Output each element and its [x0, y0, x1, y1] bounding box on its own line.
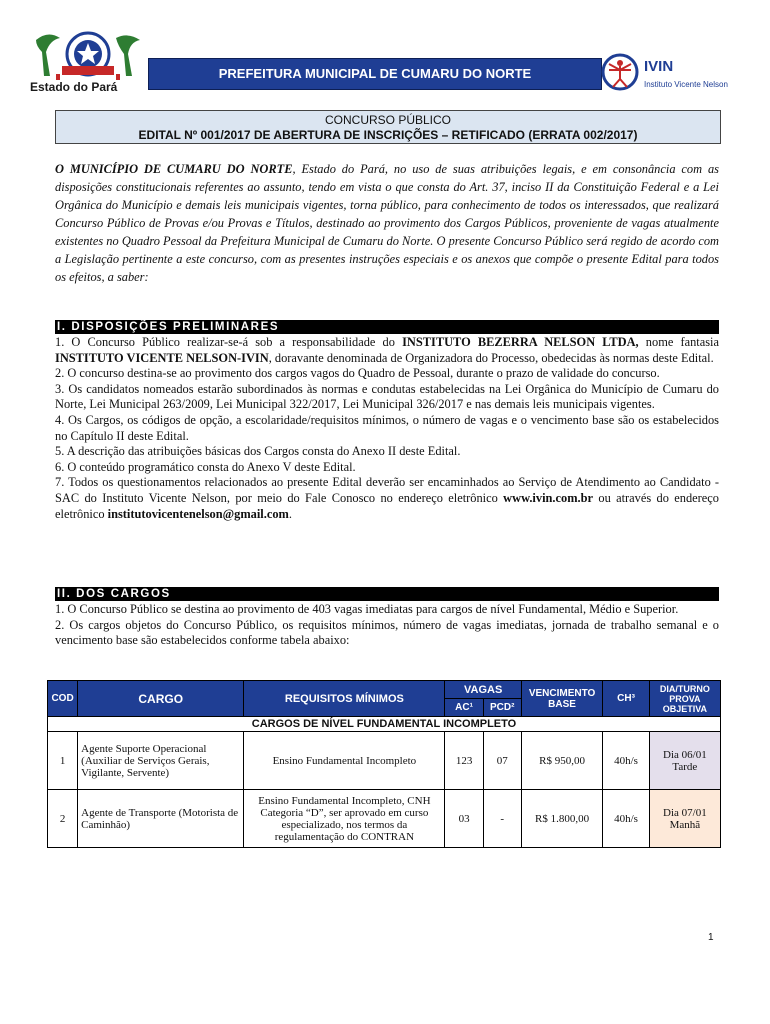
- table-row: [48, 790, 721, 848]
- table-row: [48, 732, 721, 790]
- page-header: [0, 0, 770, 105]
- col-dia-turno: DIA/TURNO PROVA OBJETIVA: [649, 681, 720, 717]
- section-1-item-6: 6. O conteúdo programático consta do Anexo V deste Edital.: [55, 459, 356, 474]
- cell-cod: 1: [48, 732, 78, 790]
- edital-title-box: [55, 110, 721, 144]
- col-cod: COD: [48, 681, 78, 717]
- col-ac: AC¹: [445, 699, 483, 717]
- state-name: Estado do Pará: [30, 80, 118, 94]
- ivin-name: IVIN: [644, 58, 674, 75]
- cell-dia-turno: Dia 06/01 Tarde: [649, 732, 720, 790]
- section-1-item-3: 3. Os candidatos nomeados estarão subordinados às normas e condutas estabelecidas na Lei Orgânica do Município de Cumaru do Norte, Lei Municipal 263/2009, Lei Municipal 322/2017, Lei Municipal 326/2017 e nas demais leis municipais vigentes.: [55, 381, 719, 412]
- ivin-email-link[interactable]: institutovicentenelson@gmail.com: [107, 506, 289, 521]
- table-group-heading: CARGOS DE NÍVEL FUNDAMENTAL INCOMPLETO: [48, 717, 721, 732]
- vitruvian-icon: [600, 52, 640, 92]
- section-1-item-1: 1. O Concurso Público realizar-se-á sob a responsabilidade do INSTITUTO BEZERRA NELSON LTDA, nome fantasia INSTITUTO VICENTE NELSON-IVIN, doravante denominada de Organizadora do Processo, obedecidas às normas deste Edital.: [55, 335, 719, 365]
- col-vagas: VAGAS: [445, 681, 521, 699]
- col-ch: CH³: [603, 681, 649, 717]
- ivin-website-link[interactable]: www.ivin.com.br: [503, 490, 594, 505]
- title-line-1: CONCURSO PÚBLICO: [324, 113, 452, 127]
- ivin-logo: [598, 50, 728, 98]
- section-1-item-2: 2. O concurso destina-se ao provimento dos cargos vagos do Quadro de Pessoal, durante o prazo de validade do concurso.: [55, 366, 660, 381]
- section-1-item-7: 7. Todos os questionamentos relacionados ao presente Edital deverão ser encaminhados ao Serviço de Atendimento ao Candidato - SAC do Instituto Vicente Nelson, por meio do Fale Conosco no endereço eletrônico www.ivin.com.br ou através do endereço eletrônico institutovicentenelson@gmail.com.: [55, 475, 720, 521]
- cell-requisitos: Ensino Fundamental Incompleto, CNH Categoria “D”, ser aprovado em curso especializado, nos termos da regulamentação do CONTRAN: [244, 790, 445, 848]
- page-number: 1: [708, 932, 714, 943]
- intro-lead: O MUNICÍPIO DE CUMARU DO NORTE: [55, 162, 293, 176]
- title-line-2: EDITAL Nº 001/2017 DE ABERTURA DE INSCRIÇÕES – RETIFICADO (ERRATA 002/2017): [138, 128, 638, 142]
- cell-dia-turno: Dia 07/01 Manhã: [649, 790, 720, 848]
- section-1-body: [55, 335, 719, 522]
- col-pcd: PCD²: [483, 699, 521, 717]
- col-vencimento: VENCIMENTO BASE: [521, 681, 603, 717]
- section-1-heading: I. DISPOSIÇÕES PRELIMINARES: [55, 320, 719, 334]
- cell-cargo: Agente de Transporte (Motorista de Caminhão): [78, 790, 244, 848]
- section-2-item-1: 1. O Concurso Público se destina ao provimento de 403 vagas imediatas para cargos de nível Fundamental, Médio e Superior.: [55, 602, 679, 616]
- cell-vencimento: R$ 1.800,00: [521, 790, 603, 848]
- col-cargo: CARGO: [78, 681, 244, 717]
- intro-text: , Estado do Pará, no uso de suas atribuições legais, e em consonância com as disposições constitucionais referentes ao assunto, tendo em vista o que consta do Art. 37, inciso II da Constituição Federal e a Lei Orgânica do Município e demais leis municipais vigentes, torna público, para conhecimento de todos os interessados, que realizará Concurso Público de Provas e/ou Provas e Títulos, destinado ao provimento dos Cargos Públicos, proveniente de vagas atualmente existentes no Quadro Pessoal da Prefeitura Municipal de Cumaru do Norte. O presente Concurso Público será regido de acordo com a Legislação pertinente a este concurso, com as presentes instruções especiais e os anexos que compõe o presente Edital para todos os efeitos, a saber:: [55, 162, 719, 284]
- cell-ac: 123: [445, 732, 483, 790]
- cumaru-seal-icon: [28, 30, 148, 82]
- cell-ac: 03: [445, 790, 483, 848]
- section-2-item-2: 2. Os cargos objetos do Concurso Público, os requisitos mínimos, número de vagas imediatas, jornada de trabalho semanal e o vencimento base são estabelecidos conforme tabela abaixo:: [55, 617, 719, 648]
- cell-cod: 2: [48, 790, 78, 848]
- col-requisitos: REQUISITOS MÍNIMOS: [244, 681, 445, 717]
- section-1-item-5: 5. A descrição das atribuições básicas dos Cargos consta do Anexo II deste Edital.: [55, 444, 461, 459]
- section-1-item-4: 4. Os Cargos, os códigos de opção, a escolaridade/requisitos mínimos, o número de vagas e o vencimento base são os estabelecidos no Capítulo II deste Edital.: [55, 412, 719, 443]
- cell-requisitos: Ensino Fundamental Incompleto: [244, 732, 445, 790]
- ivin-subtitle: Instituto Vicente Nelson: [644, 80, 728, 89]
- state-logo: [28, 30, 148, 100]
- cell-pcd: 07: [483, 732, 521, 790]
- cell-cargo: Agente Suporte Operacional (Auxiliar de Serviços Gerais, Vigilante, Servente): [78, 732, 244, 790]
- cell-ch: 40h/s: [603, 790, 649, 848]
- cell-vencimento: R$ 950,00: [521, 732, 603, 790]
- cell-pcd: -: [483, 790, 521, 848]
- cell-ch: 40h/s: [603, 732, 649, 790]
- intro-paragraph: [55, 160, 719, 286]
- section-2-body: [55, 602, 719, 649]
- section-2-heading: II. DOS CARGOS: [55, 587, 719, 601]
- cargos-table: [47, 680, 721, 848]
- prefeitura-banner: PREFEITURA MUNICIPAL DE CUMARU DO NORTE: [148, 58, 602, 90]
